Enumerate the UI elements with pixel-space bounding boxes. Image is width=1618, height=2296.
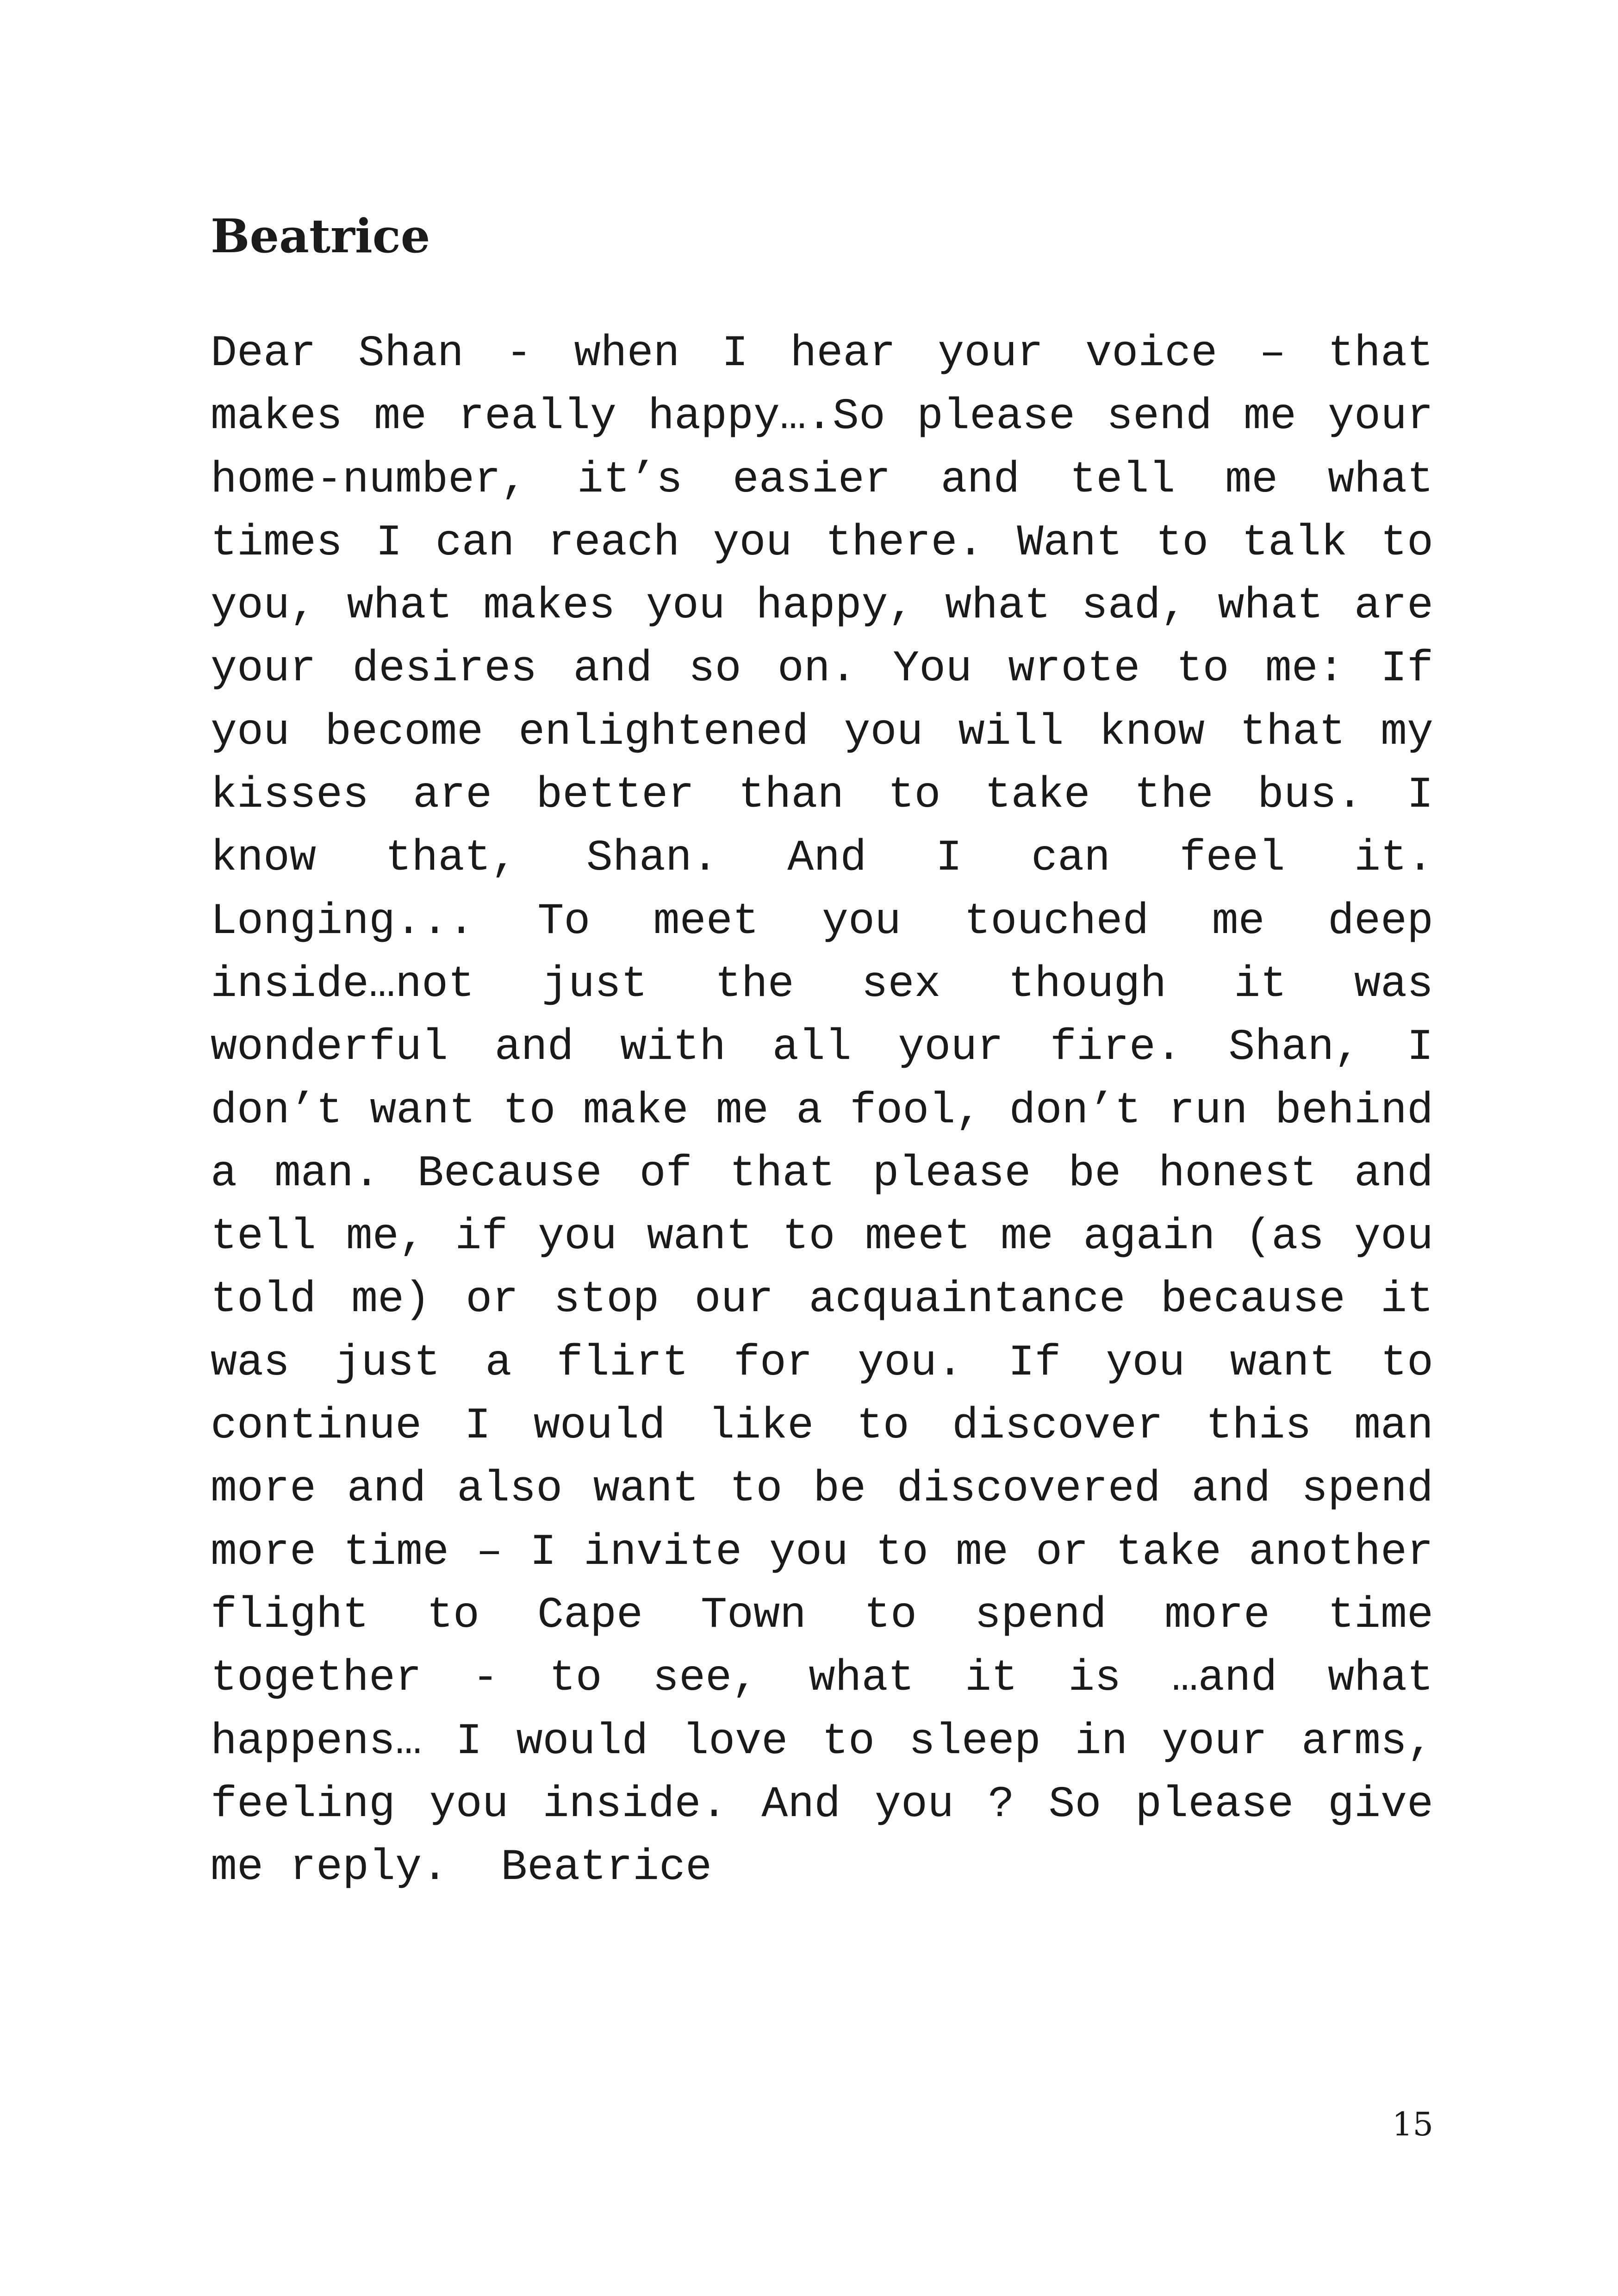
- body-line: together - to see, what it is …and what: [211, 1653, 1433, 1704]
- body-line: Dear Shan - when I hear your voice – that: [211, 329, 1433, 379]
- body-line: a man. Because of that please be honest and: [211, 1148, 1433, 1199]
- body-line: flight to Cape Town to spend more time: [211, 1590, 1433, 1640]
- body-line: continue I would like to discover this man: [211, 1401, 1433, 1451]
- page-number: 15: [1392, 2105, 1433, 2143]
- body-line: was just a flirt for you. If you want to: [211, 1338, 1433, 1388]
- body-line: you, what makes you happy, what sad, what are: [211, 581, 1433, 631]
- body-line: me reply. Beatrice: [211, 1842, 712, 1893]
- body-line: home-number, it’s easier and tell me what: [211, 454, 1433, 505]
- letter-body: [211, 322, 1433, 1899]
- body-line: more time – I invite you to me or take another: [211, 1527, 1433, 1577]
- body-line: your desires and so on. You wrote to me: If: [211, 644, 1433, 694]
- body-line: Longing... To meet you touched me deep: [211, 896, 1433, 946]
- body-line: wonderful and with all your fire. Shan, I: [211, 1022, 1433, 1073]
- body-line: told me) or stop our acquaintance because it: [211, 1275, 1433, 1325]
- body-line: you become enlightened you will know that my: [211, 707, 1433, 757]
- body-line: kisses are better than to take the bus. I: [211, 770, 1433, 821]
- body-line: inside…not just the sex though it was: [211, 959, 1433, 1009]
- body-line: feeling you inside. And you ? So please give: [211, 1779, 1433, 1829]
- body-line: don’t want to make me a fool, don’t run behind: [211, 1085, 1433, 1136]
- body-line: makes me really happy….So please send me your: [211, 392, 1433, 442]
- body-line: tell me, if you want to meet me again (as you: [211, 1212, 1433, 1262]
- body-line: know that, Shan. And I can feel it.: [211, 833, 1433, 884]
- body-line: happens… I would love to sleep in your arms,: [211, 1716, 1433, 1767]
- letter-heading: Beatrice: [211, 209, 430, 263]
- body-line: times I can reach you there. Want to talk to: [211, 517, 1433, 568]
- body-line: more and also want to be discovered and spend: [211, 1464, 1433, 1514]
